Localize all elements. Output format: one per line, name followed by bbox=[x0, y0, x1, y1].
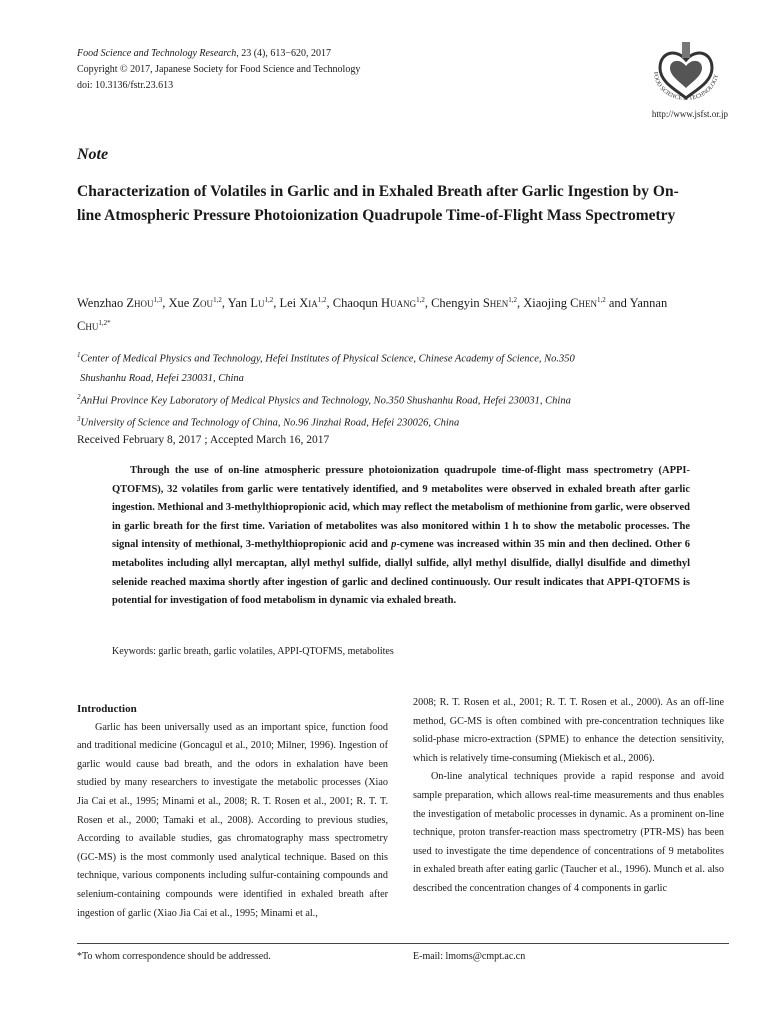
received-dates: Received February 8, 2017 ; Accepted March 16, 2017 bbox=[77, 434, 330, 446]
paragraph: On-line analytical techniques provide a rapid response and avoid sample preparation, which allows real-time measurements and thus enables the investigation of metabolic processes in dynamic. As a prominent on-line technique, proton transfer-reaction mass spectrometry (PTR-MS) has been used to investigate the time dependence of concentrations of 9 metabolites in exhaled breath after eating garlic (Taucher et al., 1996). Munch et al. also described the concentration changes of 4 components in garlic bbox=[413, 771, 724, 894]
correspondence-note: *To whom correspondence should be addressed. bbox=[77, 951, 271, 962]
author-name: Xiaojing Chen$^{1,2}$ bbox=[523, 296, 606, 311]
footnote-divider bbox=[77, 943, 729, 944]
journal-name: Food Science and Technology Research bbox=[77, 48, 237, 59]
body-column-right bbox=[413, 694, 724, 899]
copyright: Copyright © 2017, Japanese Society for Food Science and Technology bbox=[77, 64, 361, 75]
keywords: Keywords: garlic breath, garlic volatiles, APPI-QTOFMS, metabolites bbox=[112, 646, 394, 657]
author-name: Chaoqun Huang$^{1,2}$ bbox=[332, 296, 425, 311]
journal-header bbox=[77, 46, 360, 94]
abstract: Through the use of on-line atmospheric pressure photoionization quadrupole time-of-flight mass spectrometry (APPI-QTOFMS), 32 volatiles from garlic were tentatively identified, and 9 metabolites were observed in exhaled breath after garlic ingestion. Methional and 3-methylthiopropionic acid, which may reflect the metabolism of methionine from garlic, were observed in garlic breath for the first time. Variation of metabolites was also monitored within 1 h to show the metabolic processes. The signal intensity of methional, 3-methylthiopropionic acid and p-cymene was increased within 35 min and then declined. Other 6 metabolites including allyl mercaptan, allyl methyl sulfide, diallyl sulfide, allyl methyl disulfide, diallyl disulfide and dimethyl selenide reached maxima shortly after ingestion of garlic and declined continuously. Our result indicates that APPI-QTOFMS is potential for investigation of food metabolism in dynamic via exhaled breath. bbox=[112, 465, 691, 607]
body-column-left bbox=[77, 700, 388, 923]
author-name: Yannan Chu$^{1,2*}$ bbox=[77, 296, 668, 334]
affiliation-3: $^3$University of Science and Technology of China, No.96 Jinzhai Road, Hefei 230026, China bbox=[77, 415, 460, 429]
affiliation-1: $^1$Center of Medical Physics and Technology, Hefei Institutes of Physical Science, Chinese Academy of Science, No.350 bbox=[77, 351, 575, 365]
logo-text: FOOD SCIENCE & TECHNOLOGY bbox=[651, 71, 720, 102]
paragraph: Garlic has been universally used as an important spice, function food and traditional medicine (Goncagul et al., 2010; Milner, 1996). Ingestion of garlic would cause bad breath, and the odors in exhalation have been studied by many researchers to investigate the metabolic processes (Xiao Jia Cai et al., 1995; Minami et al., 2008; R. T. Rosen et al., 2001; R. T. T. Rosen et al., 2000; Tamaki et al., 2008). According to previous studies, According to available studies, gas chromatography mass spectrometry (GC-MS) is the most commonly used analytical technique. Based on this technique, various components including sulfur-containing compounds and selenium-containing compounds were identified in exhaled breath after ingestion of garlic (Xiao Jia Cai et al., 1995; Minami et al., bbox=[77, 721, 388, 919]
article-type: Note bbox=[77, 146, 109, 163]
author-name: Lei Xia$^{1,2}$ bbox=[279, 296, 327, 311]
author-name: Wenzhao Zhou$^{1,3}$ bbox=[77, 296, 163, 311]
author-name: Xue Zou$^{1,2}$ bbox=[168, 296, 222, 311]
journal-url[interactable]: http://www.jsfst.or.jp bbox=[651, 109, 728, 119]
author-list: Wenzhao Zhou$^{1,3}$, Xue Zou$^{1,2}$, Yan Lu$^{1,2}$, Lei Xia$^{1,2}$, Chaoqun Huang$^{1,2}$, Chengyin Shen$^{1,2}$, Xiaojing Chen$^{1,2}$ and Yannan Chu$^{1,2*}$ bbox=[77, 296, 668, 334]
doi: doi: 10.3136/fstr.23.613 bbox=[77, 80, 174, 91]
author-name: Yan Lu$^{1,2}$ bbox=[227, 296, 274, 311]
paragraph: 2008; R. T. Rosen et al., 2001; R. T. T. Rosen et al., 2000). As an off-line method, GC-MS is often combined with pre-concentration techniques like solid-phase micro-extraction (SPME) to enhance the detection sensitivity, which is relatively time-consuming (Miekisch et al., 2006). bbox=[413, 697, 724, 764]
journal-logo-icon bbox=[640, 38, 732, 102]
article-title: Characterization of Volatiles in Garlic and in Exhaled Breath after Garlic Ingestion by On-line Atmospheric Pressure Photoionization Quadrupole Time-of-Flight Mass Spectrometry bbox=[77, 183, 679, 224]
contact-email[interactable]: E-mail: lmoms@cmpt.ac.cn bbox=[413, 951, 526, 962]
journal-volume: , 23 (4), 613−620, 2017 bbox=[236, 48, 332, 59]
affiliation-1-cont: Shushanhu Road, Hefei 230031, China bbox=[80, 372, 244, 384]
affiliations bbox=[77, 346, 697, 433]
section-heading-introduction: Introduction bbox=[77, 703, 137, 715]
author-name: Chengyin Shen$^{1,2}$ bbox=[431, 296, 518, 311]
affiliation-2: $^2$AnHui Province Key Laboratory of Medical Physics and Technology, No.350 Shushanhu Road, Hefei 230031, China bbox=[77, 392, 571, 406]
